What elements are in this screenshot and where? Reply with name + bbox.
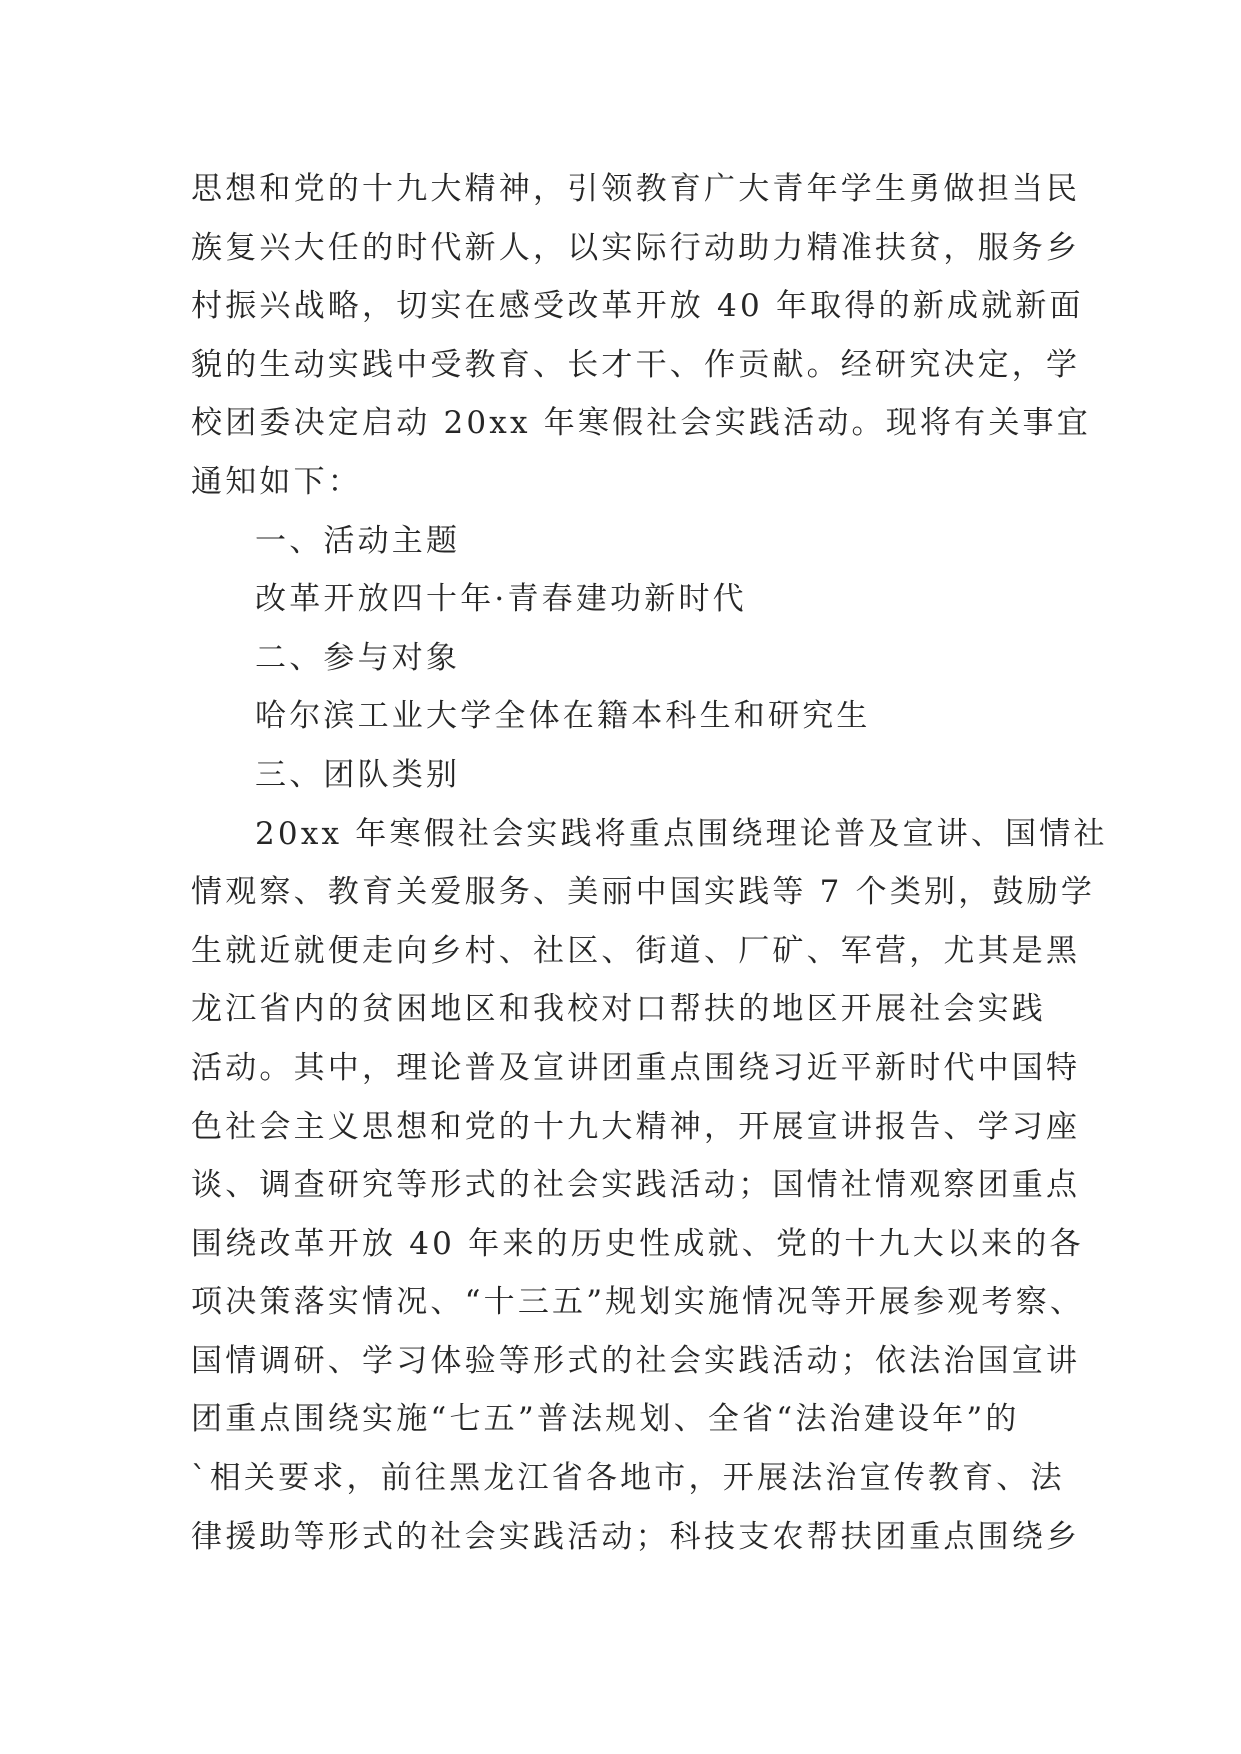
- text-line: 国情调研、学习体验等形式的社会实践活动；依法治国宣讲: [191, 1342, 1081, 1379]
- text-line: 生就近就便走向乡村、社区、街道、厂矿、军营，尤其是黑: [191, 932, 1081, 969]
- text-line: 20xx 年寒假社会实践将重点围绕理论普及宣讲、国情社: [255, 815, 1108, 852]
- text-line: 通知如下：: [191, 463, 362, 500]
- text-line: 情观察、教育关爱服务、美丽中国实践等 7 个类别，鼓励学: [191, 874, 1096, 911]
- text-line: 族复兴大任的时代新人，以实际行动助力精准扶贫，服务乡: [191, 229, 1081, 266]
- text-line: 思想和党的十九大精神，引领教育广大青年学生勇做担当民: [191, 171, 1081, 207]
- section-heading-participants: 二、参与对象: [255, 639, 461, 676]
- text-line: 龙江省内的贫困地区和我校对口帮扶的地区开展社会实践: [191, 991, 1046, 1028]
- text-line: 围绕改革开放 40 年来的历史性成就、党的十九大以来的各: [191, 1225, 1084, 1262]
- text-line: 活动。其中，理论普及宣讲团重点围绕习近平新时代中国特: [191, 1049, 1081, 1086]
- text-line: 貌的生动实践中受教育、长才干、作贡献。经研究决定，学: [191, 346, 1081, 383]
- text-line: `相关要求，前往黑龙江省各地市，开展法治宣传教育、法: [191, 1460, 1065, 1497]
- section-heading-theme: 一、活动主题: [255, 522, 461, 559]
- text-line: 村振兴战略，切实在感受改革开放 40 年取得的新成就新面: [191, 288, 1084, 325]
- text-line: 团重点围绕实施“七五”普法规划、全省“法治建设年”的: [191, 1401, 1020, 1438]
- text-line: 校团委决定启动 20xx 年寒假社会实践活动。现将有关事宜: [191, 405, 1091, 442]
- text-line: 项决策落实情况、“十三五”规划实施情况等开展参观考察、: [191, 1284, 1085, 1321]
- text-line: 谈、调查研究等形式的社会实践活动；国情社情观察团重点: [191, 1167, 1081, 1204]
- section-heading-team-categories: 三、团队类别: [255, 756, 461, 793]
- text-line: 色社会主义思想和党的十九大精神，开展宣讲报告、学习座: [191, 1108, 1081, 1145]
- participants-text: 哈尔滨工业大学全体在籍本科生和研究生: [255, 698, 871, 735]
- text-line: 律援助等形式的社会实践活动；科技支农帮扶团重点围绕乡: [191, 1518, 1081, 1555]
- theme-text: 改革开放四十年·青春建功新时代: [255, 581, 747, 618]
- body-text: [191, 160, 1108, 1566]
